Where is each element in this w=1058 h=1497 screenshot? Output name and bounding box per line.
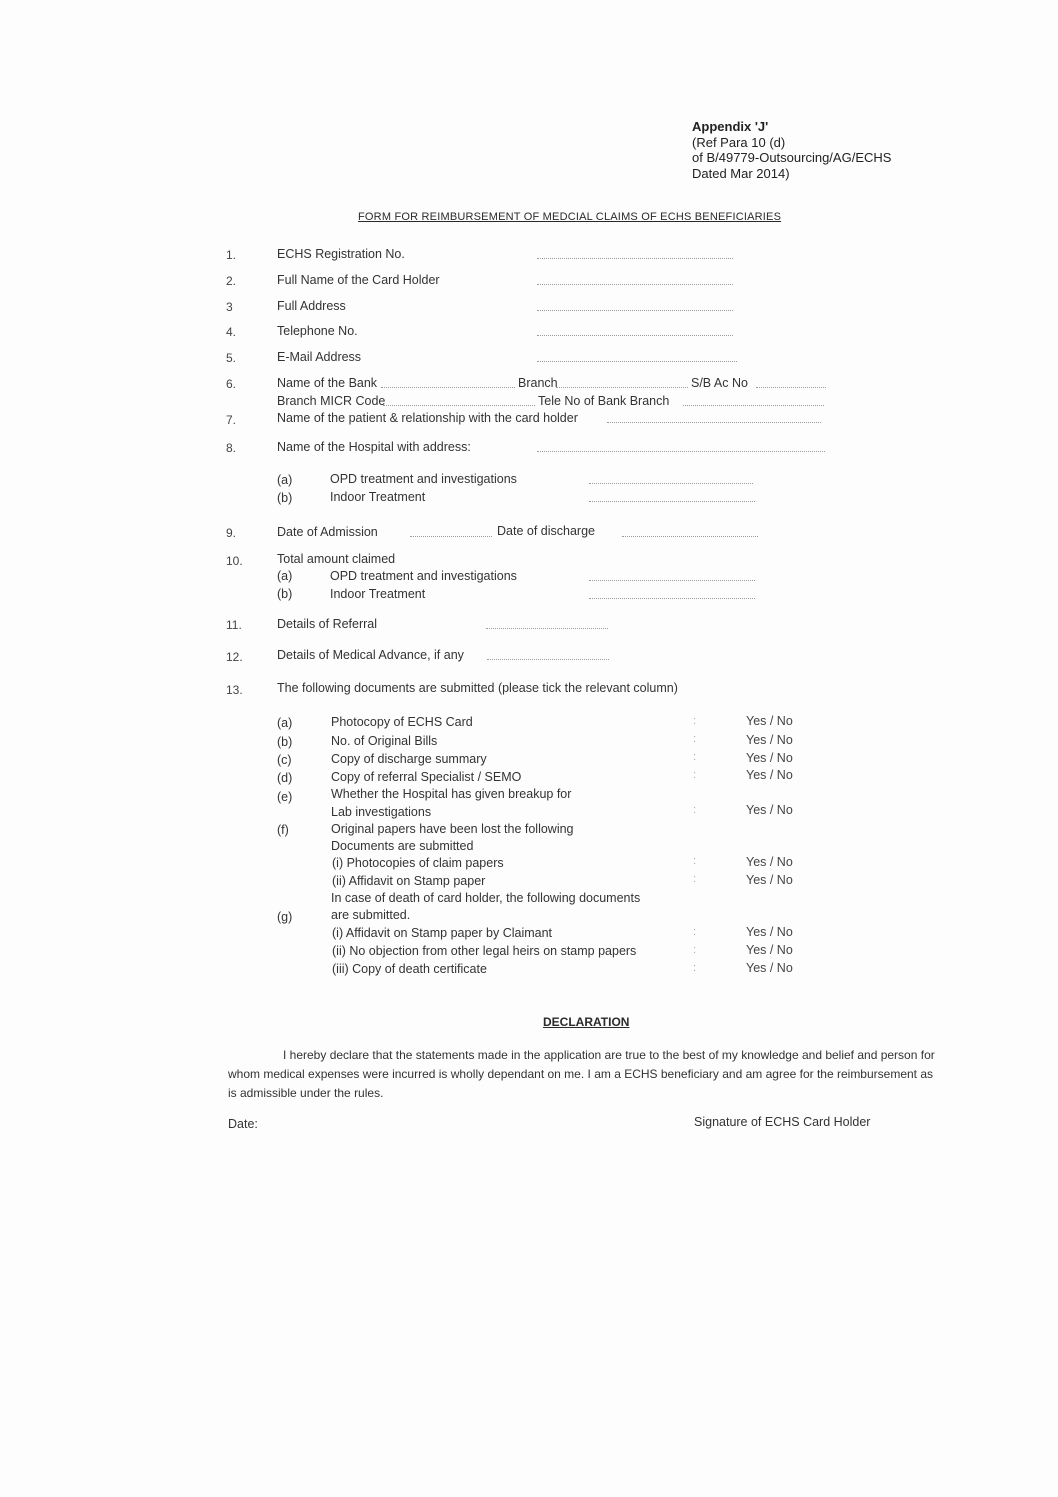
doc-label-cont: are submitted. — [331, 908, 411, 922]
date-label: Date: — [228, 1117, 258, 1131]
sb-account-field[interactable] — [756, 378, 826, 388]
doc-label: Photocopy of ECHS Card — [331, 715, 473, 729]
doc-sub-label: (ii) Affidavit on Stamp paper — [332, 874, 486, 888]
doc-yes-no[interactable]: Yes / No — [746, 925, 793, 939]
doc-yes-no[interactable]: Yes / No — [746, 961, 793, 975]
discharge-field[interactable] — [622, 527, 758, 537]
doc-label: In case of death of card holder, the following documents — [331, 891, 641, 905]
branch-label: Branch — [518, 376, 558, 390]
amount-opd-label: OPD treatment and investigations — [330, 569, 517, 583]
email-field[interactable] — [537, 352, 737, 362]
doc-yes-no[interactable]: Yes / No — [746, 873, 793, 887]
item-number: 2. — [226, 274, 237, 288]
item-number: 5. — [226, 351, 237, 365]
branch-field[interactable] — [556, 378, 688, 388]
bank-tele-field[interactable] — [683, 396, 824, 406]
item-number: 13. — [226, 683, 243, 697]
sb-account-label: S/B Ac No — [691, 376, 748, 390]
doc-key: (a) — [277, 716, 293, 730]
doc-label: Copy of discharge summary — [331, 752, 487, 766]
item-number: 3 — [226, 300, 233, 314]
address-field[interactable] — [537, 301, 733, 311]
patient-relationship-label: Name of the patient & relationship with the card holder — [277, 411, 578, 425]
form-title: FORM FOR REIMBURSEMENT OF MEDCIAL CLAIMS OF ECHS BENEFICIARIES — [358, 211, 782, 223]
amount-opd-field[interactable] — [589, 571, 755, 581]
doc-colon: : — [693, 855, 697, 867]
doc-label: Copy of referral Specialist / SEMO — [331, 770, 522, 784]
doc-colon: : — [693, 733, 697, 745]
doc-colon: : — [693, 769, 697, 781]
item-number: 8. — [226, 441, 237, 455]
medical-advance-field[interactable] — [487, 650, 609, 660]
doc-yes-no[interactable]: Yes / No — [746, 733, 793, 747]
doc-yes-no[interactable]: Yes / No — [746, 855, 793, 869]
doc-colon: : — [693, 962, 697, 974]
doc-label: Whether the Hospital has given breakup for — [331, 787, 572, 801]
item-number: 9. — [226, 526, 237, 540]
micr-code-label: Branch MICR Code — [277, 394, 386, 408]
hospital-field[interactable] — [537, 442, 825, 452]
doc-colon: : — [693, 804, 697, 816]
signature-label: Signature of ECHS Card Holder — [694, 1115, 871, 1129]
doc-yes-no[interactable]: Yes / No — [746, 943, 793, 957]
item-number: 12. — [226, 650, 243, 664]
referral-label: Details of Referral — [277, 617, 378, 631]
item-number: 10. — [226, 554, 243, 568]
card-holder-name-field[interactable] — [537, 275, 733, 285]
doc-key: (c) — [277, 753, 292, 767]
appendix-letter: of B/49779-Outsourcing/AG/ECHS — [692, 150, 892, 165]
sub-key: (b) — [277, 587, 293, 601]
hospital-opd-field[interactable] — [589, 474, 753, 484]
hospital-opd-label: OPD treatment and investigations — [330, 472, 517, 486]
hospital-indoor-label: Indoor Treatment — [330, 490, 426, 504]
referral-field[interactable] — [486, 619, 608, 629]
declaration-text: I hereby declare that the statements made in the application are true to the best of my knowledge and belief and person for whom medical expenses were incurred is wholly dependant on me. I am a ECHS beneficiary and am agree for the reimbursement as is admissible under the rules. — [228, 1048, 935, 1100]
sub-key: (a) — [277, 473, 293, 487]
appendix-header — [692, 119, 891, 181]
doc-colon: : — [693, 926, 697, 938]
doc-key: (e) — [277, 790, 293, 804]
hospital-indoor-field[interactable] — [589, 492, 755, 502]
admission-label: Date of Admission — [277, 525, 378, 539]
item-number: 4. — [226, 325, 237, 339]
doc-sub-label: (ii) No objection from other legal heirs on stamp papers — [332, 944, 637, 958]
item-number: 1. — [226, 248, 237, 262]
doc-yes-no[interactable]: Yes / No — [746, 768, 793, 782]
appendix-title: Appendix 'J' — [692, 119, 769, 134]
appendix-dated: Dated Mar 2014) — [692, 165, 790, 181]
item-number: 11. — [226, 618, 242, 632]
bank-name-label: Name of the Bank — [277, 376, 378, 390]
total-amount-label: Total amount claimed — [277, 552, 396, 566]
documents-label: The following documents are submitted (please tick the relevant column) — [277, 681, 678, 695]
telephone-field[interactable] — [537, 326, 733, 336]
amount-indoor-label: Indoor Treatment — [330, 587, 426, 601]
medical-advance-label: Details of Medical Advance, if any — [277, 648, 464, 662]
hospital-label: Name of the Hospital with address: — [277, 440, 471, 454]
address-label: Full Address — [277, 299, 346, 313]
patient-relationship-field[interactable] — [607, 413, 821, 423]
doc-colon: : — [693, 873, 697, 885]
doc-colon: : — [693, 751, 697, 763]
doc-sub-label: (i) Photocopies of claim papers — [332, 856, 504, 870]
doc-key: (g) — [277, 910, 293, 924]
doc-key: (f) — [277, 823, 289, 837]
declaration-heading: DECLARATION — [543, 1015, 630, 1029]
doc-colon: : — [693, 715, 697, 727]
doc-label-cont: Documents are submitted — [331, 839, 474, 853]
doc-yes-no[interactable]: Yes / No — [746, 803, 793, 817]
card-holder-name-label: Full Name of the Card Holder — [277, 273, 440, 287]
appendix-ref: (Ref Para 10 (d) — [692, 134, 786, 150]
email-label: E-Mail Address — [277, 350, 362, 364]
doc-key: (b) — [277, 735, 293, 749]
bank-tele-label: Tele No of Bank Branch — [538, 394, 670, 408]
doc-sub-label: (i) Affidavit on Stamp paper by Claimant — [332, 926, 553, 940]
item-number: 6. — [226, 377, 237, 391]
bank-name-field[interactable] — [381, 378, 515, 388]
doc-sub-label: (iii) Copy of death certificate — [332, 962, 487, 976]
doc-yes-no[interactable]: Yes / No — [746, 751, 793, 765]
doc-label: Original papers have been lost the following — [331, 822, 574, 836]
doc-key: (d) — [277, 771, 293, 785]
sub-key: (a) — [277, 569, 293, 583]
doc-yes-no[interactable]: Yes / No — [746, 714, 793, 728]
registration-label: ECHS Registration No. — [277, 247, 405, 261]
item-number: 7. — [226, 413, 237, 427]
sub-key: (b) — [277, 491, 293, 505]
registration-field[interactable] — [537, 249, 733, 259]
admission-field[interactable] — [410, 527, 492, 537]
doc-label-cont: Lab investigations — [331, 805, 432, 819]
amount-indoor-field[interactable] — [589, 589, 755, 599]
doc-label: No. of Original Bills — [331, 734, 438, 748]
discharge-label: Date of discharge — [497, 524, 595, 538]
doc-colon: : — [693, 944, 697, 956]
micr-code-field[interactable] — [383, 396, 535, 406]
telephone-label: Telephone No. — [277, 324, 358, 338]
